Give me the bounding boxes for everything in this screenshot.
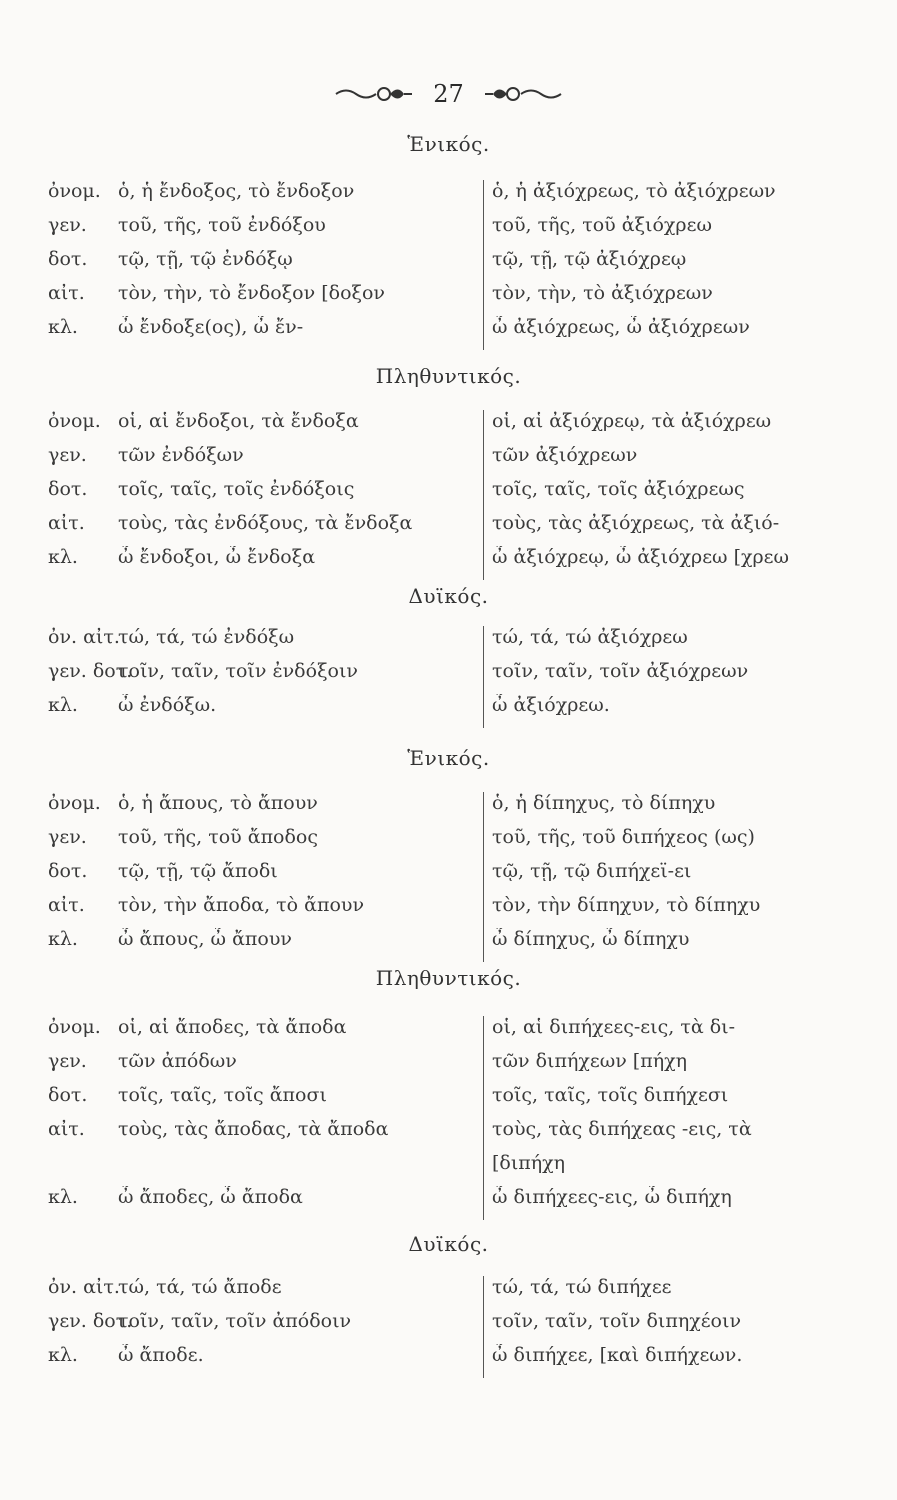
right-form: ὁ, ἡ δίπηχυς, τὸ δίπηχυ: [492, 792, 716, 814]
table-row: [48, 1276, 848, 1310]
table-row: [48, 1084, 848, 1118]
case-label: κλ.: [48, 546, 78, 568]
table-row: [48, 410, 848, 444]
right-form: τὸν, τὴν, τὸ ἀξιόχρεων: [492, 282, 713, 304]
right-form: τοῖς, ταῖς, τοῖς διπήχεσι: [492, 1084, 729, 1106]
left-form: τῷ, τῇ, τῷ ἄποδι: [118, 860, 278, 882]
right-form: οἱ, αἱ ἀξιόχρεῳ, τὰ ἀξιόχρεω: [492, 410, 772, 432]
case-label: αἰτ.: [48, 1118, 85, 1140]
left-form: τοὺς, τὰς ἐνδόξους, τὰ ἔνδοξα: [118, 512, 413, 534]
left-form: ὦ ἄποδες, ὦ ἄποδα: [118, 1186, 303, 1208]
right-form: τώ, τά, τώ διπήχεε: [492, 1276, 672, 1298]
left-form: τώ, τά, τώ ἄποδε: [118, 1276, 282, 1298]
section-heading-plural-2: Πληθυντικός.: [375, 966, 522, 990]
table-row: [48, 546, 848, 580]
table-row: [48, 1186, 848, 1220]
right-form: ὁ, ἡ ἀξιόχρεως, τὸ ἀξιόχρεων: [492, 180, 776, 202]
table-row: [48, 512, 848, 546]
right-form: οἱ, αἱ διπήχεες-εις, τὰ δι-: [492, 1016, 736, 1038]
table-row: [48, 248, 848, 282]
case-label: ὀνομ.: [48, 1016, 101, 1038]
declension-table-5: [48, 1016, 848, 1220]
table-row: [48, 180, 848, 214]
left-form: τοὺς, τὰς ἄποδας, τὰ ἄποδα: [118, 1118, 389, 1140]
right-form: [διπήχη: [492, 1152, 566, 1174]
left-ornament-icon: [334, 83, 414, 105]
left-form: τὸν, τὴν ἄποδα, τὸ ἄπουν: [118, 894, 365, 916]
case-label: ὀνομ.: [48, 792, 101, 814]
case-label: κλ.: [48, 694, 78, 716]
right-form: τοῖς, ταῖς, τοῖς ἀξιόχρεως: [492, 478, 745, 500]
left-form: τοῦ, τῆς, τοῦ ἄποδος: [118, 826, 319, 848]
table-row: [48, 214, 848, 248]
right-form: τοῦ, τῆς, τοῦ ἀξιόχρεω: [492, 214, 712, 236]
left-form: τοῖν, ταῖν, τοῖν ἀπόδοιν: [118, 1310, 352, 1332]
left-form: τοῖς, ταῖς, τοῖς ἄποσι: [118, 1084, 327, 1106]
right-form: ὦ δίπηχυς, ὦ δίπηχυ: [492, 928, 690, 950]
case-label: αἰτ.: [48, 512, 85, 534]
table-row: [48, 826, 848, 860]
table-row: [48, 694, 848, 728]
left-form: ὦ ἄποδε.: [118, 1344, 204, 1366]
case-label: γεν.: [48, 444, 87, 466]
table-row: [48, 1344, 848, 1378]
case-label: ὀν. αἰτ.: [48, 626, 120, 648]
right-form: τῷ, τῇ, τῷ ἀξιόχρεῳ: [492, 248, 687, 270]
section-heading-dual-1: Δυϊκός.: [408, 584, 489, 608]
case-label: ὀνομ.: [48, 410, 101, 432]
right-form: ὦ διπήχεες-εις, ὦ διπήχη: [492, 1186, 732, 1208]
left-form: τῷ, τῇ, τῷ ἐνδόξῳ: [118, 248, 293, 270]
case-label: δοτ.: [48, 860, 88, 882]
right-form: ὦ διπήχεε, [καὶ διπήχεων.: [492, 1344, 743, 1366]
left-form: τῶν ἐνδόξων: [118, 444, 244, 466]
left-form: οἱ, αἱ ἄποδες, τὰ ἄποδα: [118, 1016, 347, 1038]
case-label: ὀν. αἰτ.: [48, 1276, 120, 1298]
right-form: τοῖν, ταῖν, τοῖν ἀξιόχρεων: [492, 660, 749, 682]
declension-table-1: [48, 180, 848, 350]
right-form: ὦ ἀξιόχρεω.: [492, 694, 610, 716]
table-row: [48, 444, 848, 478]
left-form: τώ, τά, τώ ἐνδόξω: [118, 626, 295, 648]
case-label: κλ.: [48, 928, 78, 950]
left-form: τοῖν, ταῖν, τοῖν ἐνδόξοιν: [118, 660, 358, 682]
left-form: τὸν, τὴν, τὸ ἔνδοξον [δοξον: [118, 282, 385, 304]
table-row: [48, 894, 848, 928]
left-form: ὦ ἔνδοξοι, ὦ ἔνδοξα: [118, 546, 316, 568]
section-heading-plural-1: Πληθυντικός.: [375, 364, 522, 388]
right-form: τοὺς, τὰς διπήχεας -εις, τὰ: [492, 1118, 752, 1140]
case-label: κλ.: [48, 1344, 78, 1366]
right-form: τοῦ, τῆς, τοῦ διπήχεος (ως): [492, 826, 755, 848]
right-form: τώ, τά, τώ ἀξιόχρεω: [492, 626, 688, 648]
right-form: ὦ ἀξιόχρεως, ὦ ἀξιόχρεων: [492, 316, 750, 338]
left-form: τῶν ἀπόδων: [118, 1050, 237, 1072]
left-form: τοῦ, τῆς, τοῦ ἐνδόξου: [118, 214, 326, 236]
table-row: [48, 860, 848, 894]
section-heading-singular-1: Ἑνικός.: [407, 132, 490, 156]
case-label: ὀνομ.: [48, 180, 101, 202]
section-heading-singular-2: Ἑνικός.: [407, 746, 490, 770]
case-label: δοτ.: [48, 478, 88, 500]
page-number: 27: [433, 79, 464, 108]
left-form: ὦ ἔνδοξε(ος), ὦ ἔν-: [118, 316, 304, 338]
case-label: γεν. δοτ.: [48, 1310, 133, 1332]
case-label: γεν. δοτ.: [48, 660, 133, 682]
right-form: τῷ, τῇ, τῷ διπήχεϊ-ει: [492, 860, 692, 882]
left-form: ὁ, ἡ ἔνδοξος, τὸ ἔνδοξον: [118, 180, 355, 202]
right-form: τὸν, τὴν δίπηχυν, τὸ δίπηχυ: [492, 894, 761, 916]
table-row: [48, 1118, 848, 1152]
right-form: τοὺς, τὰς ἀξιόχρεως, τὰ ἀξιό-: [492, 512, 780, 534]
case-label: γεν.: [48, 826, 87, 848]
table-row: [48, 928, 848, 962]
left-form: οἱ, αἱ ἔνδοξοι, τὰ ἔνδοξα: [118, 410, 359, 432]
case-label: γεν.: [48, 1050, 87, 1072]
table-row: [48, 792, 848, 826]
left-form: ὦ ἄπους, ὦ ἄπουν: [118, 928, 292, 950]
case-label: κλ.: [48, 316, 78, 338]
table-row: [48, 478, 848, 512]
case-label: αἰτ.: [48, 894, 85, 916]
left-form: τοῖς, ταῖς, τοῖς ἐνδόξοις: [118, 478, 355, 500]
declension-table-3: [48, 626, 848, 728]
declension-table-2: [48, 410, 848, 580]
table-row: [48, 1152, 848, 1186]
right-form: τῶν διπήχεων [πήχη: [492, 1050, 687, 1072]
right-ornament-icon: [483, 83, 563, 105]
left-form: ὦ ἐνδόξω.: [118, 694, 217, 716]
table-row: [48, 660, 848, 694]
left-form: ὁ, ἡ ἄπους, τὸ ἄπουν: [118, 792, 318, 814]
table-row: [48, 626, 848, 660]
table-row: [48, 1310, 848, 1344]
right-form: ὦ ἀξιόχρεῳ, ὦ ἀξιόχρεω [χρεω: [492, 546, 790, 568]
case-label: γεν.: [48, 214, 87, 236]
page-header: [0, 72, 897, 112]
case-label: δοτ.: [48, 1084, 88, 1106]
case-label: κλ.: [48, 1186, 78, 1208]
right-form: τῶν ἀξιόχρεων: [492, 444, 638, 466]
right-form: τοῖν, ταῖν, τοῖν διπηχέοιν: [492, 1310, 741, 1332]
declension-table-4: [48, 792, 848, 962]
case-label: αἰτ.: [48, 282, 85, 304]
table-row: [48, 316, 848, 350]
table-row: [48, 1016, 848, 1050]
section-heading-dual-2: Δυϊκός.: [408, 1232, 489, 1256]
declension-table-6: [48, 1276, 848, 1378]
table-row: [48, 282, 848, 316]
case-label: δοτ.: [48, 248, 88, 270]
table-row: [48, 1050, 848, 1084]
